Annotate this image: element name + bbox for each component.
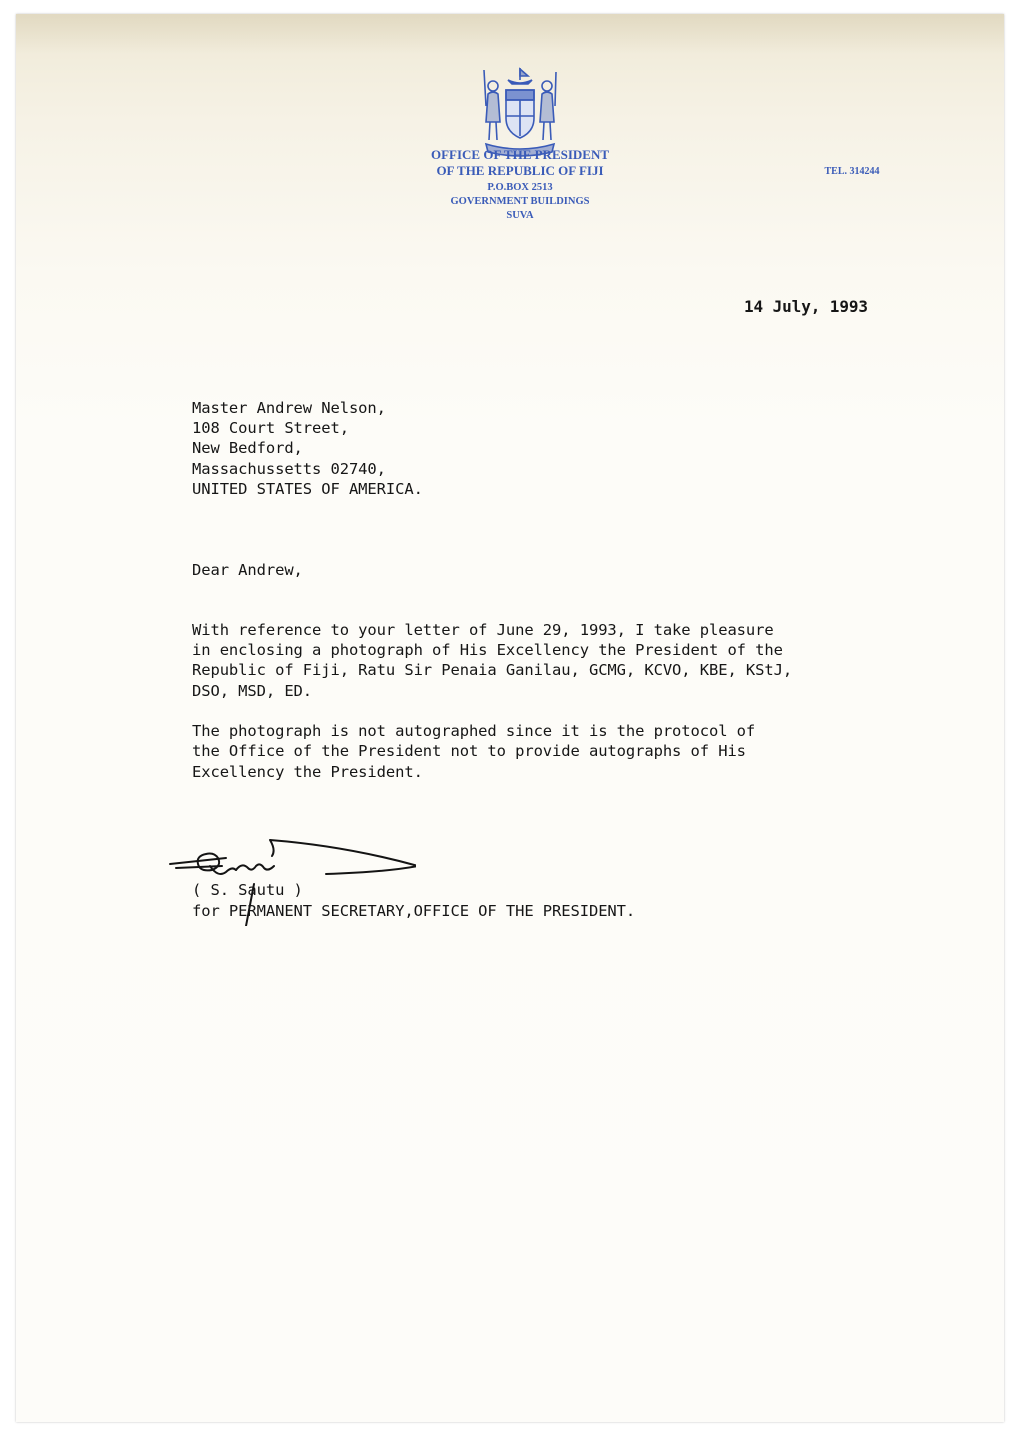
letterhead-buildings: GOVERNMENT BUILDINGS xyxy=(450,196,590,207)
letterhead-telephone: TEL. 314244 xyxy=(824,166,880,177)
letterhead-republic-title: OF THE REPUBLIC OF FIJI xyxy=(436,163,604,178)
signatory-title: for PERMANENT SECRETARY,OFFICE OF THE PRESIDENT. xyxy=(192,902,636,920)
address-line: New Bedford, xyxy=(192,439,303,457)
address-line: Massachussetts 02740, xyxy=(192,460,386,478)
address-line: Master Andrew Nelson, xyxy=(192,399,386,417)
letterhead-po-box: P.O.BOX 2513 xyxy=(487,182,553,193)
address-line: 108 Court Street, xyxy=(192,419,349,437)
signatory-name: ( S. Sautu ) xyxy=(192,881,303,899)
body-line: With reference to your letter of June 29, 1993, I take pleasure xyxy=(192,621,774,639)
body-line: in enclosing a photograph of His Excellency the President of the xyxy=(192,641,783,659)
body-line: the Office of the President not to provide autographs of His xyxy=(192,742,746,760)
salutation: Dear Andrew, xyxy=(192,561,303,579)
body-line: Excellency the President. xyxy=(192,763,423,781)
letter-page xyxy=(16,14,1004,1422)
letterhead-city: SUVA xyxy=(506,210,534,221)
body-line: The photograph is not autographed since it is the protocol of xyxy=(192,722,756,740)
letterhead-office-title: OFFICE OF THE PRESIDENT xyxy=(430,147,610,162)
letter-date: 14 July, 1993 xyxy=(744,297,868,316)
address-line: UNITED STATES OF AMERICA. xyxy=(192,480,423,498)
coat-of-arms-icon xyxy=(478,66,562,158)
body-line: Republic of Fiji, Ratu Sir Penaia Ganilau, GCMG, KCVO, KBE, KStJ, xyxy=(192,661,793,679)
body-line: DSO, MSD, ED. xyxy=(192,682,313,700)
